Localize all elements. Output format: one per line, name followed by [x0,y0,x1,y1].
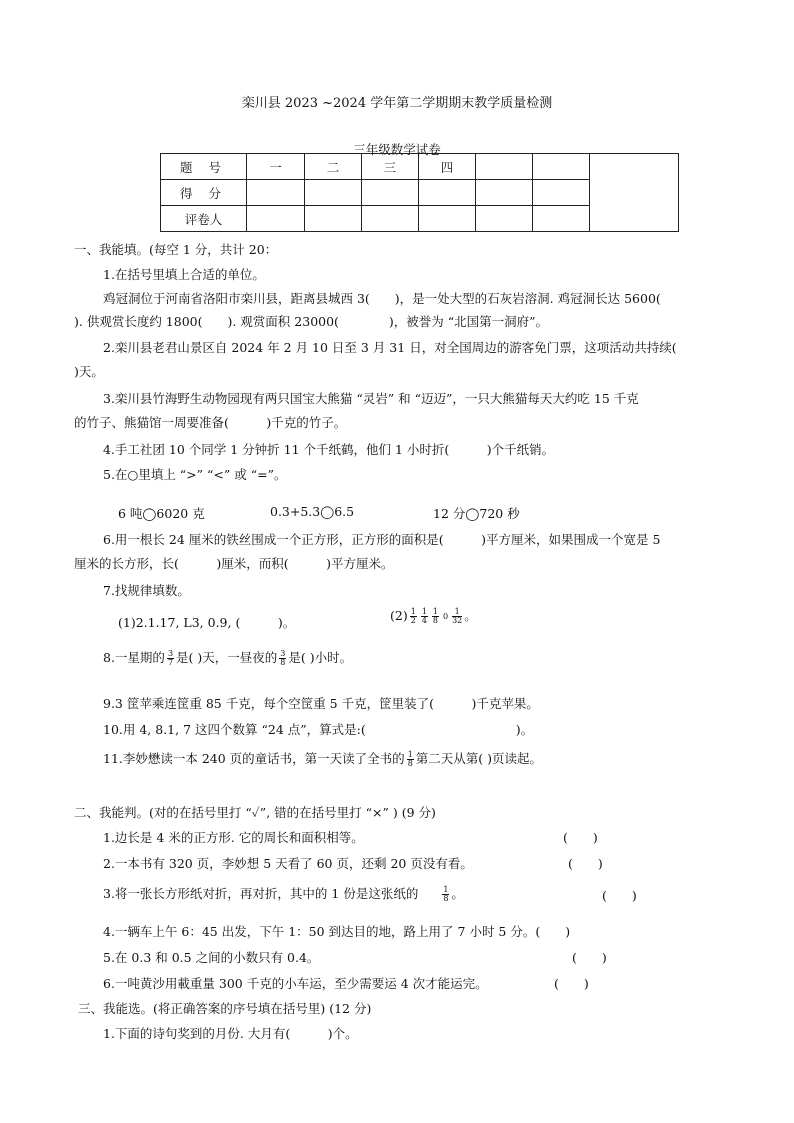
fraction-denominator: 8 [280,658,286,667]
score-table-cell: 四 [419,154,476,180]
score-table-cell: 二 [305,154,362,180]
question-7-part2-sequence [408,608,465,623]
fraction-denominator: 7 [167,658,174,667]
grader-cell[interactable] [305,206,362,232]
question-7-part1: (1)2.1.17, L3, 0.9, ( )。 [118,615,296,630]
fraction-denominator: 4 [421,616,427,625]
question-4: 4.手工社团 10 个同学 1 分钟折 11 个千纸鹤，他们 1 小时折( )个千纸销。 [103,442,555,457]
judge-item-3-text: 3.将一张长方形纸对折，再对折，其中的 1 份是这张纸的 [103,886,419,901]
score-cell[interactable] [305,180,362,206]
sequence-fraction [432,608,439,625]
fraction-numerator: 0 [443,611,449,621]
sequence-fraction [452,608,462,625]
question-8-text: 是( )天，一昼夜的 [176,650,278,665]
score-cell[interactable] [362,180,419,206]
judge-item-3 [103,884,464,903]
fraction-numerator: 1 [452,608,462,617]
question-1: 1.在括号里填上合适的单位。 [103,267,265,282]
judge-item-5: 5.在 0.3 和 0.5 之间的小数只有 0.4。 [103,950,320,965]
fraction-numerator: 3 [280,649,286,658]
question-8 [103,648,352,667]
question-3-line1: 3.栾川县竹海野生动物园现有两只国宝大熊猫 “灵岩” 和 “迈迈”，一只大熊猫每天大约吃 15 千克 [103,391,639,406]
score-row-label: 得 分 [161,180,247,206]
question-11 [103,749,542,768]
question-10: 10.用 4, 8.1, 7 这四个数算 “24 点”，算式是:( )。 [103,722,534,737]
grader-row-label: 评卷人 [161,206,247,232]
grader-cell[interactable] [476,206,533,232]
question-8-text: 8.一星期的 [103,650,165,665]
score-cell[interactable] [247,180,305,206]
fraction-numerator: 1 [407,750,413,759]
fraction [279,650,286,667]
sequence-fraction [421,608,428,625]
fraction [407,751,414,768]
question-2-line2: )天。 [74,364,104,379]
fraction [442,886,449,903]
score-cell[interactable] [533,180,590,206]
question-3-line2: 的竹子、熊猫馆一周要准备( )千克的竹子。 [74,415,347,430]
question-7-part2 [390,606,477,625]
question-6-line2: 厘米的长方形，长( )厘米，而积( )平方厘米。 [74,556,394,571]
question-2-line1: 2.栾川县老君山景区自 2024 年 2 月 10 日至 3 月 31 日，对全国周边的游客免门票，这项活动共持续( [103,340,677,355]
question-6-line1: 6.用一根长 24 厘米的铁丝围成一个正方形，正方形的面积是( )平方厘米，如果围成一个宽是 5 [103,532,661,547]
judge-item-1: 1.边长是 4 米的正方形. 它的周长和面积相等。 [103,830,364,845]
question-7-part2-prefix: (2) [390,608,408,623]
question-9: 9.3 筐苹乘连筐重 85 千克，每个空筐重 5 千克，筐里装了( )千克苹果。 [103,696,539,711]
question-11-text: 11.李妙懋读一本 240 页的童话书，第一天读了全书的 [103,751,405,766]
fraction-numerator: 1 [421,607,427,616]
choice-question-1: 1.下面的诗句奖到的月份. 大月有( )个。 [103,1026,358,1041]
question-1-line2: ). 供观赏长度约 1800( ). 观赏面积 23000( )，被誉为 “北国第一洞府”。 [74,314,549,329]
question-7-part2-suffix: 。 [464,608,477,623]
fraction-denominator: 8 [407,759,413,768]
fraction-numerator: 1 [432,607,438,616]
grader-cell[interactable] [419,206,476,232]
score-cell[interactable] [476,180,533,206]
question-5-item-a: 6 吨◯6020 克 [118,506,205,521]
sequence-fraction [410,608,417,625]
judge-item-3-suffix: 。 [451,886,464,901]
judge-answer-2[interactable]: ( ) [568,856,603,871]
score-table-cell [533,154,590,180]
judge-answer-5[interactable]: ( ) [572,950,607,965]
score-cell[interactable] [419,180,476,206]
judge-item-4: 4.一辆车上午 6：45 出发，下午 1：50 到达目的地，路上用了 7 小时 5 分。( ) [103,924,571,939]
question-5: 5.在○里填上 “>” “<” 或 “=”。 [103,467,287,482]
judge-answer-6[interactable]: ( ) [554,976,589,991]
judge-answer-3[interactable]: ( ) [602,888,637,903]
score-table-cell: 题 号 [161,154,247,180]
section2-heading: 二、我能判。(对的在括号里打 “✓”, 错的在括号里打 “×” ) (9 分) [74,805,436,820]
fraction-denominator: 32 [452,616,463,625]
fraction-numerator: 1 [443,885,449,894]
section3-heading: 三、我能选。(将正确答案的序号填在括号里) (12 分) [78,1001,372,1016]
fraction-denominator: 2 [410,616,416,625]
grader-cell[interactable] [362,206,419,232]
sequence-fraction [443,613,448,621]
grader-cell[interactable] [533,206,590,232]
section1-heading: 一、我能填。(每空 1 分，共计 20： [74,242,278,257]
grader-cell[interactable] [247,206,305,232]
question-1-line1: 鸡冠洞位于河南省洛阳市栾川县，距离县城西 3( )，是一处大型的石灰岩溶洞. 鸡冠洞长达 5600( [103,291,661,306]
score-table-cell: 一 [247,154,305,180]
score-table-cell [476,154,533,180]
judge-item-2: 2.一本书有 320 页，李妙想 5 天看了 60 页，还剩 20 页没有看。 [103,856,473,871]
score-table-cell: 三 [362,154,419,180]
score-table-header-row [161,154,679,180]
question-8-text: 是( )小时。 [288,650,353,665]
exam-subtitle: 三年级数学试卷 [353,142,441,157]
fraction [167,650,174,667]
fraction-numerator: 3 [167,649,174,658]
judge-item-6: 6.一吨黄沙用載重量 300 千克的小车运，至少需要运 4 次才能运完。 [103,976,488,991]
fraction-denominator: 8 [432,616,438,625]
question-11-text: 第二天从第( )页读起。 [415,751,543,766]
question-7: 7.找规律填数。 [103,583,190,598]
question-5-item-c: 12 分◯720 秒 [433,506,520,521]
exam-title: 栾川县 2023 ~2024 学年第二学期期末教学质量检测 [241,96,553,111]
fraction-numerator: 1 [410,607,416,616]
fraction-denominator: 8 [443,894,449,903]
judge-answer-1[interactable]: ( ) [563,830,598,845]
score-table [160,153,679,232]
question-5-item-b: 0.3+5.3◯6.5 [270,504,355,519]
score-table-total-cell [590,154,679,232]
